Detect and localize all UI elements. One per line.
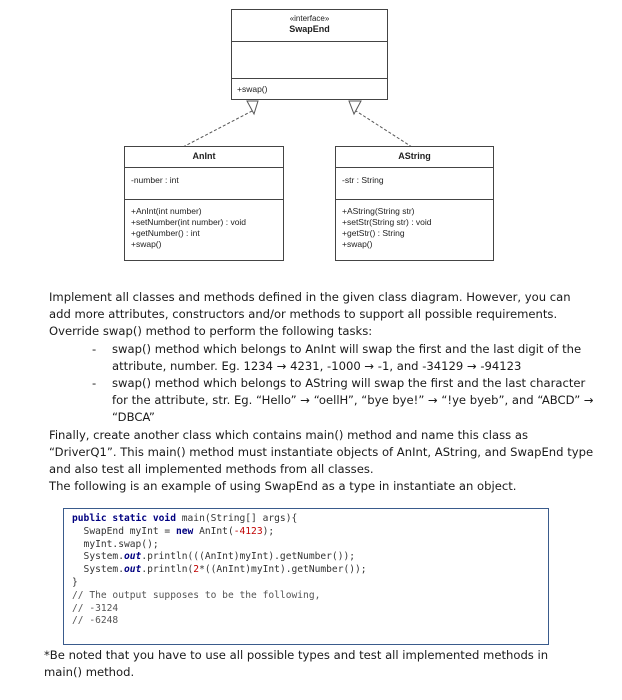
class-astring-name: AString [398,151,431,161]
realization-arrowhead-anint [247,101,258,114]
assignment-description [49,289,594,495]
class-astring-method: +getStr() : String [342,228,405,238]
code-line-2: SwapEnd myInt = new AnInt(-4123); [72,525,275,537]
class-astring-header [336,147,493,168]
class-anint-attributes [125,168,283,200]
class-anint-method: +swap() [131,239,162,249]
class-anint-method: +AnInt(int number) [131,206,202,216]
realization-arrowhead-astring [349,101,361,114]
code-line-5: System.out.println(2*((AnInt)myInt).getNumber()); [72,564,367,576]
override-paragraph: Override swap() method to perform the following tasks: [49,324,373,339]
class-anint-method: +setNumber(int number) : void [131,217,247,227]
bullet-text: swap() method which belongs to AString will swap the first and the last character for the attribute, str. Eg. “Hello” → “oellH”, “bye bye!” → “!ye byeb”, and “ABCD” → “DBCA” [112,376,594,425]
class-anint-header [125,147,283,168]
code-line-6: } [72,576,78,588]
class-anint [124,146,284,261]
bullet-text: swap() method which belongs to AnInt will swap the first and the last digit of the attribute, number. Eg. 1234 → 4231, -1000 → -1, and -34129 → -94123 [112,341,582,373]
footnote: *Be noted that you have to use all possible types and test all implemented methods in main() method. [44,648,549,679]
bullet-dash: - [92,376,97,391]
bullet-astring-swap [49,375,594,427]
code-comment-2: // -3124 [72,602,119,614]
class-anint-attribute: -number : int [131,175,179,185]
finally-paragraph: Finally, create another class which contains main() method and name this class as “DriverQ1”. This main() method must instantiate objects of AnInt, AString, and SwapEnd type and also test all implemented methods from all classes. [49,427,594,477]
interface-methods [232,79,387,99]
class-anint-name: AnInt [192,151,216,161]
class-astring-attributes [336,168,493,200]
code-comment-1: // The output supposes to be the following, [72,589,321,601]
interface-name: SwapEnd [289,24,330,34]
code-line-1: public static void main(String[] args){ [72,513,298,524]
class-astring-attribute: -str : String [342,175,384,185]
interface-method: +swap() [237,84,268,94]
example-intro-paragraph: The following is an example of using SwapEnd as a type in instantiate an object. [49,479,517,494]
class-astring [335,146,494,261]
realization-line-anint [183,111,252,147]
interface-swapend [231,9,388,100]
bullet-anint-swap [49,341,594,375]
class-anint-methods [125,200,283,250]
code-example [63,508,549,645]
class-astring-method: +AString(String str) [342,206,415,216]
class-anint-method: +getNumber() : int [131,228,200,238]
class-astring-method: +setStr(String str) : void [342,217,432,227]
bullet-dash: - [92,341,97,356]
intro-paragraph: Implement all classes and methods defined in the given class diagram. However, you can add more attributes, constructors and/or methods to support all possible requirements. [49,290,571,322]
class-astring-method: +swap() [342,239,373,249]
interface-stereotype: «interface» [289,14,330,23]
code-line-4: System.out.println(((AnInt)myInt).getNumber()); [72,551,356,563]
interface-header [232,10,387,42]
interface-attributes [232,42,387,79]
code-line-3: myInt.swap(); [72,538,159,550]
code-comment-3: // -6248 [72,615,119,627]
class-astring-methods [336,200,493,250]
realization-line-astring [356,111,412,147]
